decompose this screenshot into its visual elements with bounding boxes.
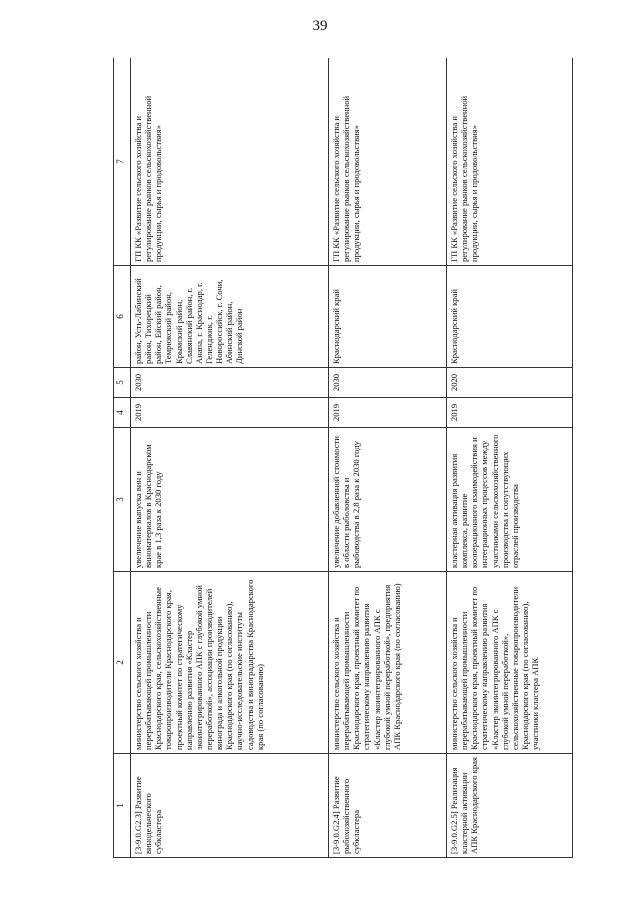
measure-name-cell: [3-9.0.G2.5] Реализация кластерной активации АПК Краснодарского края — [447, 754, 573, 858]
table-row — [447, 58, 573, 858]
rotated-table-container — [113, 58, 573, 858]
table-row — [131, 58, 329, 858]
header-col-5: 5 — [114, 368, 131, 398]
page-number: 39 — [312, 18, 328, 34]
result-cell: увеличение выпуска вин и виноматериалов в Краснодарском крае в 1,3 раза к 2030 году — [131, 428, 329, 572]
rotated-table-area — [113, 58, 573, 858]
territory-cell: район, Усть-Лабинский район, Тихорецкий район, Ейский район, Темрюкский район, Крымский район, Славянский район, г. Анапа, г. Краснодар, г. Геленджик, г. Новороссийск, г. Сочи, Абинский район, Динской район — [131, 266, 329, 368]
territory-cell: Краснодарский край — [329, 266, 447, 368]
table-row — [329, 58, 447, 858]
start-year-cell: 2019 — [329, 398, 447, 428]
program-cell: ГП КК «Развитие сельского хозяйства и регулирование рынков сельскохозяйственной продукции, сырья и продовольствия» — [329, 58, 447, 266]
program-cell: ГП КК «Развитие сельского хозяйства и регулирование рынков сельскохозяйственной продукции, сырья и продовольствия» — [131, 58, 329, 266]
header-col-4: 4 — [114, 398, 131, 428]
header-col-1: 1 — [114, 754, 131, 858]
result-cell: кластерная активация развития комплекса, развитие кооперационного взаимодействия и интеграционных процессов между участниками сельскохозяйственного производства и сопутствующих отраслей производства — [447, 428, 573, 572]
measure-name-cell: [3-9.0.G2.3] Развитие винодельческого субкластера — [131, 754, 329, 858]
header-col-7: 7 — [114, 58, 131, 266]
start-year-cell: 2019 — [131, 398, 329, 428]
participants-cell: министерство сельского хозяйства и перерабатывающей промышленности Краснодарского края, сельскохозяйственные товаропроизводители Краснодарского края, проектный комитет по стратегическому направлению развития «Кластер экоинтегрированного АПК с глубокой умной переработкой», ассоциации производителей винограда и алкогольной продукции Краснодарского края (по согласованию), научно-исследовательские институты садоводства и виноградарства Краснодарского края (по согласованию) — [131, 572, 329, 754]
program-cell: ГП КК «Развитие сельского хозяйства и регулирование рынков сельскохозяйственной продукции, сырья и продовольствия» — [447, 58, 573, 266]
end-year-cell: 2030 — [131, 368, 329, 398]
measure-name-cell: [3-9.0.G2.4] Развитие рыбохозяйственного субкластера — [329, 754, 447, 858]
end-year-cell: 2020 — [447, 368, 573, 398]
territory-cell: Краснодарский край — [447, 266, 573, 368]
participants-cell: министерство сельского хозяйства и перерабатывающей промышленности Краснодарского края, проектный комитет по стратегическому направлению развития «Кластер экоинтегрированного АПК с глубокой умной переработкой», предприятия АПК Краснодарского края (по согласованию) — [329, 572, 447, 754]
header-col-3: 3 — [114, 428, 131, 572]
header-col-6: 6 — [114, 266, 131, 368]
end-year-cell: 2030 — [329, 368, 447, 398]
result-cell: увеличение добавленной стоимости в области рыболовства и рыбоводства в 2,8 раза к 2030 году — [329, 428, 447, 572]
measures-table — [113, 58, 573, 858]
start-year-cell: 2019 — [447, 398, 573, 428]
participants-cell: министерство сельского хозяйства и перерабатывающей промышленности Краснодарского края, проектный комитет по стратегическому направлению развития «Кластер экоинтегрированного АПК с глубокой умной переработкой», сельскохозяйственные товаропроизводители Краснодарского края (по согласованию), участники кластера АПК — [447, 572, 573, 754]
header-col-2: 2 — [114, 572, 131, 754]
table-header-row — [114, 58, 131, 858]
